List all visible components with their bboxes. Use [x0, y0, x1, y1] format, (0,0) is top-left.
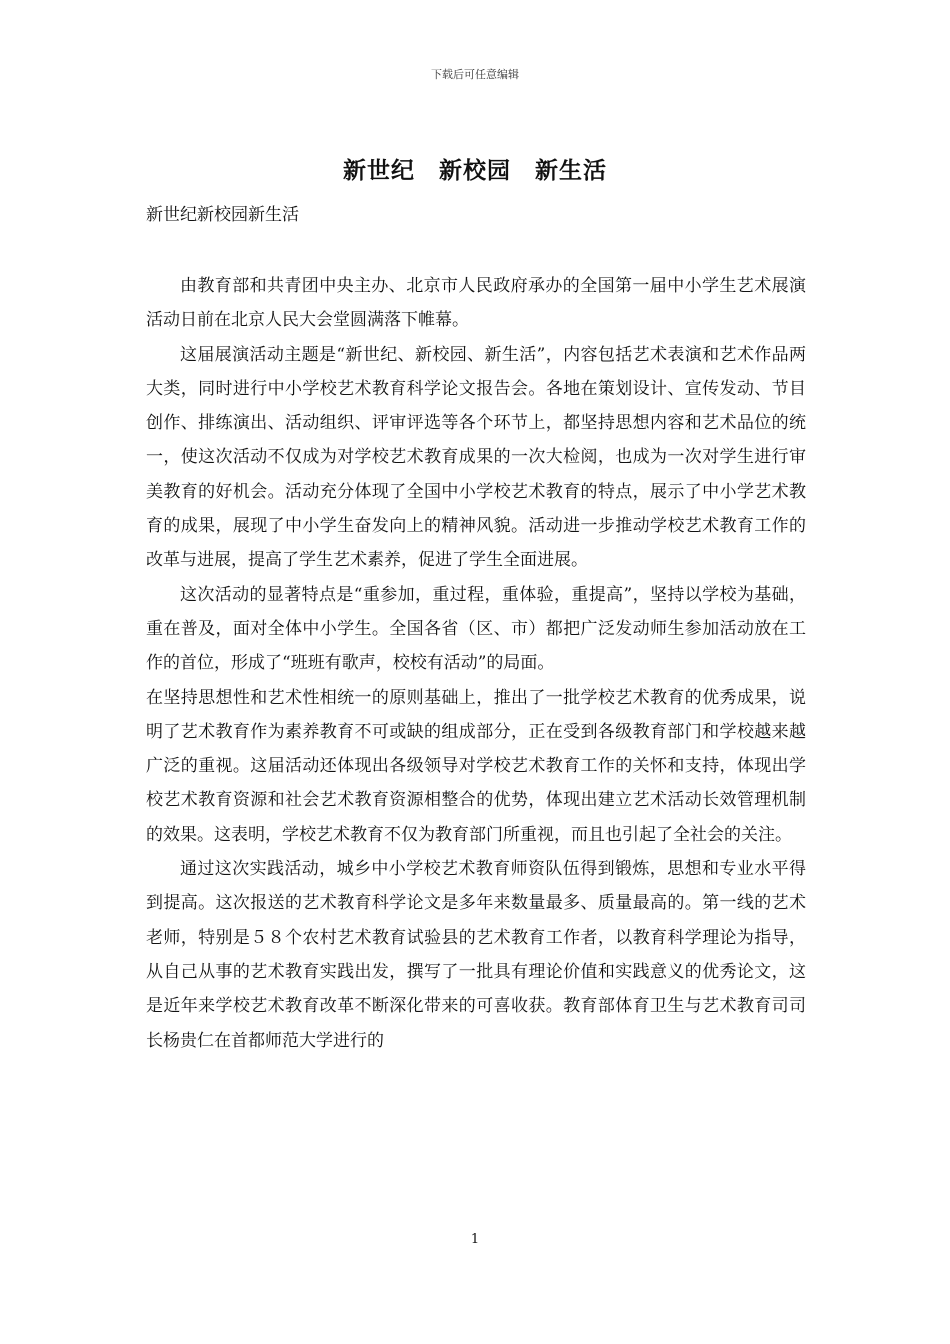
paragraph: 通过这次实践活动，城乡中小学校艺术教育师资队伍得到锻炼，思想和专业水平得到提高。这次报送的艺术教育科学论文是多年来数量最多、质量最高的。第一线的艺术老师，特别是５８个农村艺术教育试验县的艺术教育工作者，以教育科学理论为指导，从自己从事的艺术教育实践出发，撰写了一批具有理论价值和实践意义的优秀论文，这是近年来学校艺术教育改革不断深化带来的可喜收获。教育部体育卫生与艺术教育司司长杨贵仁在首都师范大学进行的: [146, 859, 806, 1051]
header-note: 下载后可任意编辑: [431, 68, 519, 81]
page-number: 1: [470, 1232, 480, 1247]
paragraph: 这次活动的显著特点是“重参加，重过程，重体验，重提高”，坚持以学校为基础，重在普及，面对全体中小学生。全国各省（区、市）都把广泛发动师生参加活动放在工作的首位，形成了“班班有歌声，校校有活动”的局面。: [146, 584, 806, 674]
body-text: [146, 269, 806, 1058]
document-subtitle: 新世纪新校园新生活: [146, 205, 299, 225]
page-title: 新世纪 新校园 新生活: [343, 157, 607, 184]
paragraph: 在坚持思想性和艺术性相统一的原则基础上，推出了一批学校艺术教育的优秀成果，说明了艺术教育作为素养教育不可或缺的组成部分，正在受到各级教育部门和学校越来越广泛的重视。这届活动还体现出各级领导对学校艺术教育工作的关怀和支持，体现出学校艺术教育资源和社会艺术教育资源相整合的优势，体现出建立艺术活动长效管理机制的效果。这表明，学校艺术教育不仅为教育部门所重视，而且也引起了全社会的关注。: [146, 687, 806, 845]
paragraph: 由教育部和共青团中央主办、北京市人民政府承办的全国第一届中小学生艺术展演活动日前在北京人民大会堂圆满落下帷幕。: [146, 276, 806, 331]
paragraph: 这届展演活动主题是“新世纪、新校园、新生活”，内容包括艺术表演和艺术作品两大类，同时进行中小学校艺术教育科学论文报告会。各地在策划设计、宣传发动、节目创作、排练演出、活动组织、评审评选等各个环节上，都坚持思想内容和艺术品位的统一，使这次活动不仅成为对学校艺术教育成果的一次大检阅，也成为一次对学生进行审美教育的好机会。活动充分体现了全国中小学校艺术教育的特点，展示了中小学艺术教育的成果，展现了中小学生奋发向上的精神风貌。活动进一步推动学校艺术教育工作的改革与进展，提高了学生艺术素养，促进了学生全面进展。: [146, 344, 806, 571]
